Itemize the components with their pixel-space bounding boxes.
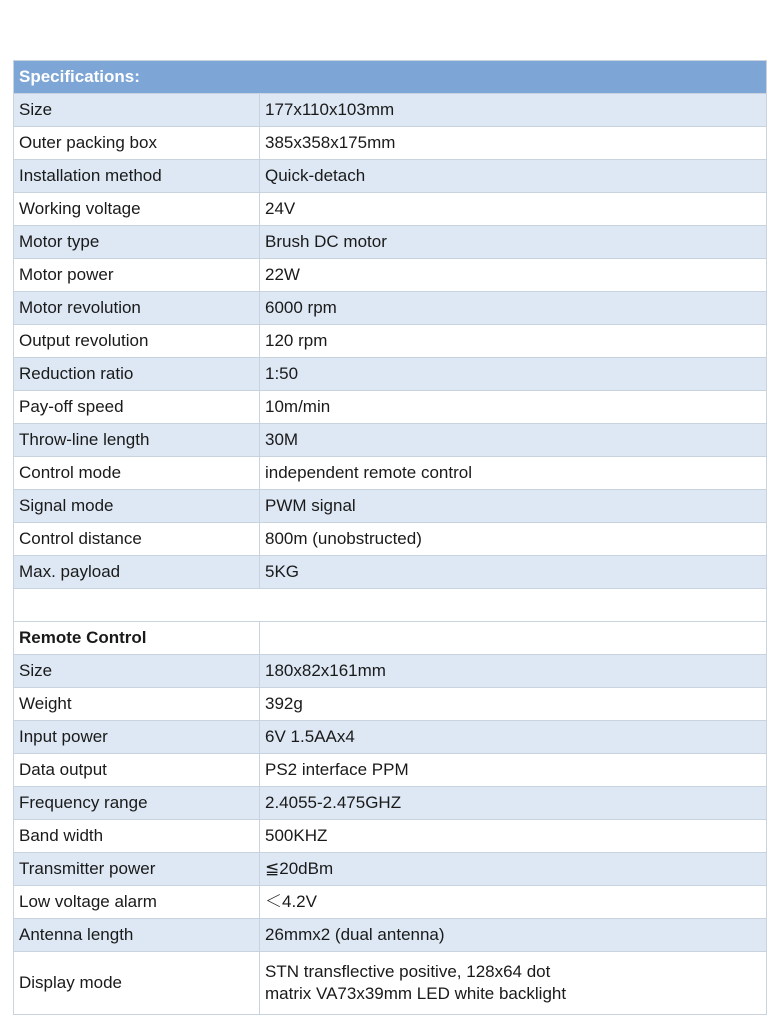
- spec-label: Weight: [14, 688, 260, 721]
- table-row: [14, 523, 767, 556]
- spec-value: 500KHZ: [260, 820, 767, 853]
- spec-value: ≦20dBm: [260, 853, 767, 886]
- spec-value: 6V 1.5AAx4: [260, 721, 767, 754]
- specifications-title: Specifications:: [14, 61, 767, 94]
- spacer-cell: [14, 589, 767, 622]
- spec-table: [13, 60, 767, 1015]
- table-row: [14, 853, 767, 886]
- spec-value: 24V: [260, 193, 767, 226]
- spec-value: 26mmx2 (dual antenna): [260, 919, 767, 952]
- table-row: [14, 952, 767, 1015]
- spec-label: Antenna length: [14, 919, 260, 952]
- table-row: [14, 259, 767, 292]
- spec-label: Installation method: [14, 160, 260, 193]
- spec-value: PWM signal: [260, 490, 767, 523]
- spec-label: Output revolution: [14, 325, 260, 358]
- spec-label: Low voltage alarm: [14, 886, 260, 919]
- spec-label: Outer packing box: [14, 127, 260, 160]
- spec-value: PS2 interface PPM: [260, 754, 767, 787]
- table-row: [14, 556, 767, 589]
- spec-value: 10m/min: [260, 391, 767, 424]
- spec-value: ＜4.2V: [260, 886, 767, 919]
- spec-value: Quick-detach: [260, 160, 767, 193]
- table-row: [14, 490, 767, 523]
- spec-label: Motor revolution: [14, 292, 260, 325]
- spec-label: Reduction ratio: [14, 358, 260, 391]
- spec-value: 30M: [260, 424, 767, 457]
- table-row: [14, 688, 767, 721]
- spec-label: Band width: [14, 820, 260, 853]
- spec-value: independent remote control: [260, 457, 767, 490]
- spec-label: Throw-line length: [14, 424, 260, 457]
- spec-label: Signal mode: [14, 490, 260, 523]
- spec-value: 2.4055-2.475GHZ: [260, 787, 767, 820]
- table-row: [14, 358, 767, 391]
- table-row: [14, 292, 767, 325]
- spec-label: Motor power: [14, 259, 260, 292]
- table-row: [14, 787, 767, 820]
- spec-label: Input power: [14, 721, 260, 754]
- spec-value: STN transflective positive, 128x64 dot matrix VA73x39mm LED white backlight: [260, 952, 767, 1015]
- spec-value: 392g: [260, 688, 767, 721]
- spec-label: Data output: [14, 754, 260, 787]
- remote-control-header-row: [14, 622, 767, 655]
- spec-value: 1:50: [260, 358, 767, 391]
- spacer-row: [14, 589, 767, 622]
- spec-label: Size: [14, 655, 260, 688]
- table-row: [14, 457, 767, 490]
- table-row: [14, 886, 767, 919]
- table-row: [14, 94, 767, 127]
- spec-label: Max. payload: [14, 556, 260, 589]
- spec-value: 177x110x103mm: [260, 94, 767, 127]
- table-row: [14, 226, 767, 259]
- table-row: [14, 820, 767, 853]
- table-row: [14, 193, 767, 226]
- table-row: [14, 160, 767, 193]
- table-row: [14, 721, 767, 754]
- spec-value: 385x358x175mm: [260, 127, 767, 160]
- table-row: [14, 391, 767, 424]
- table-row: [14, 919, 767, 952]
- spec-label: Transmitter power: [14, 853, 260, 886]
- spec-label: Display mode: [14, 952, 260, 1015]
- spec-label: Size: [14, 94, 260, 127]
- spec-value: 120 rpm: [260, 325, 767, 358]
- table-row: [14, 325, 767, 358]
- table-row: [14, 127, 767, 160]
- spec-label: Frequency range: [14, 787, 260, 820]
- spec-value: 6000 rpm: [260, 292, 767, 325]
- spec-value: 22W: [260, 259, 767, 292]
- spec-value: 800m (unobstructed): [260, 523, 767, 556]
- table-row: [14, 754, 767, 787]
- table-row: [14, 655, 767, 688]
- empty-cell: [260, 622, 767, 655]
- table-row: [14, 424, 767, 457]
- spec-value: Brush DC motor: [260, 226, 767, 259]
- spec-label: Control mode: [14, 457, 260, 490]
- specifications-header-row: [14, 61, 767, 94]
- spec-label: Motor type: [14, 226, 260, 259]
- spec-label: Working voltage: [14, 193, 260, 226]
- spec-value: 5KG: [260, 556, 767, 589]
- spec-label: Control distance: [14, 523, 260, 556]
- spec-value: 180x82x161mm: [260, 655, 767, 688]
- spec-label: Pay-off speed: [14, 391, 260, 424]
- remote-control-title: Remote Control: [14, 622, 260, 655]
